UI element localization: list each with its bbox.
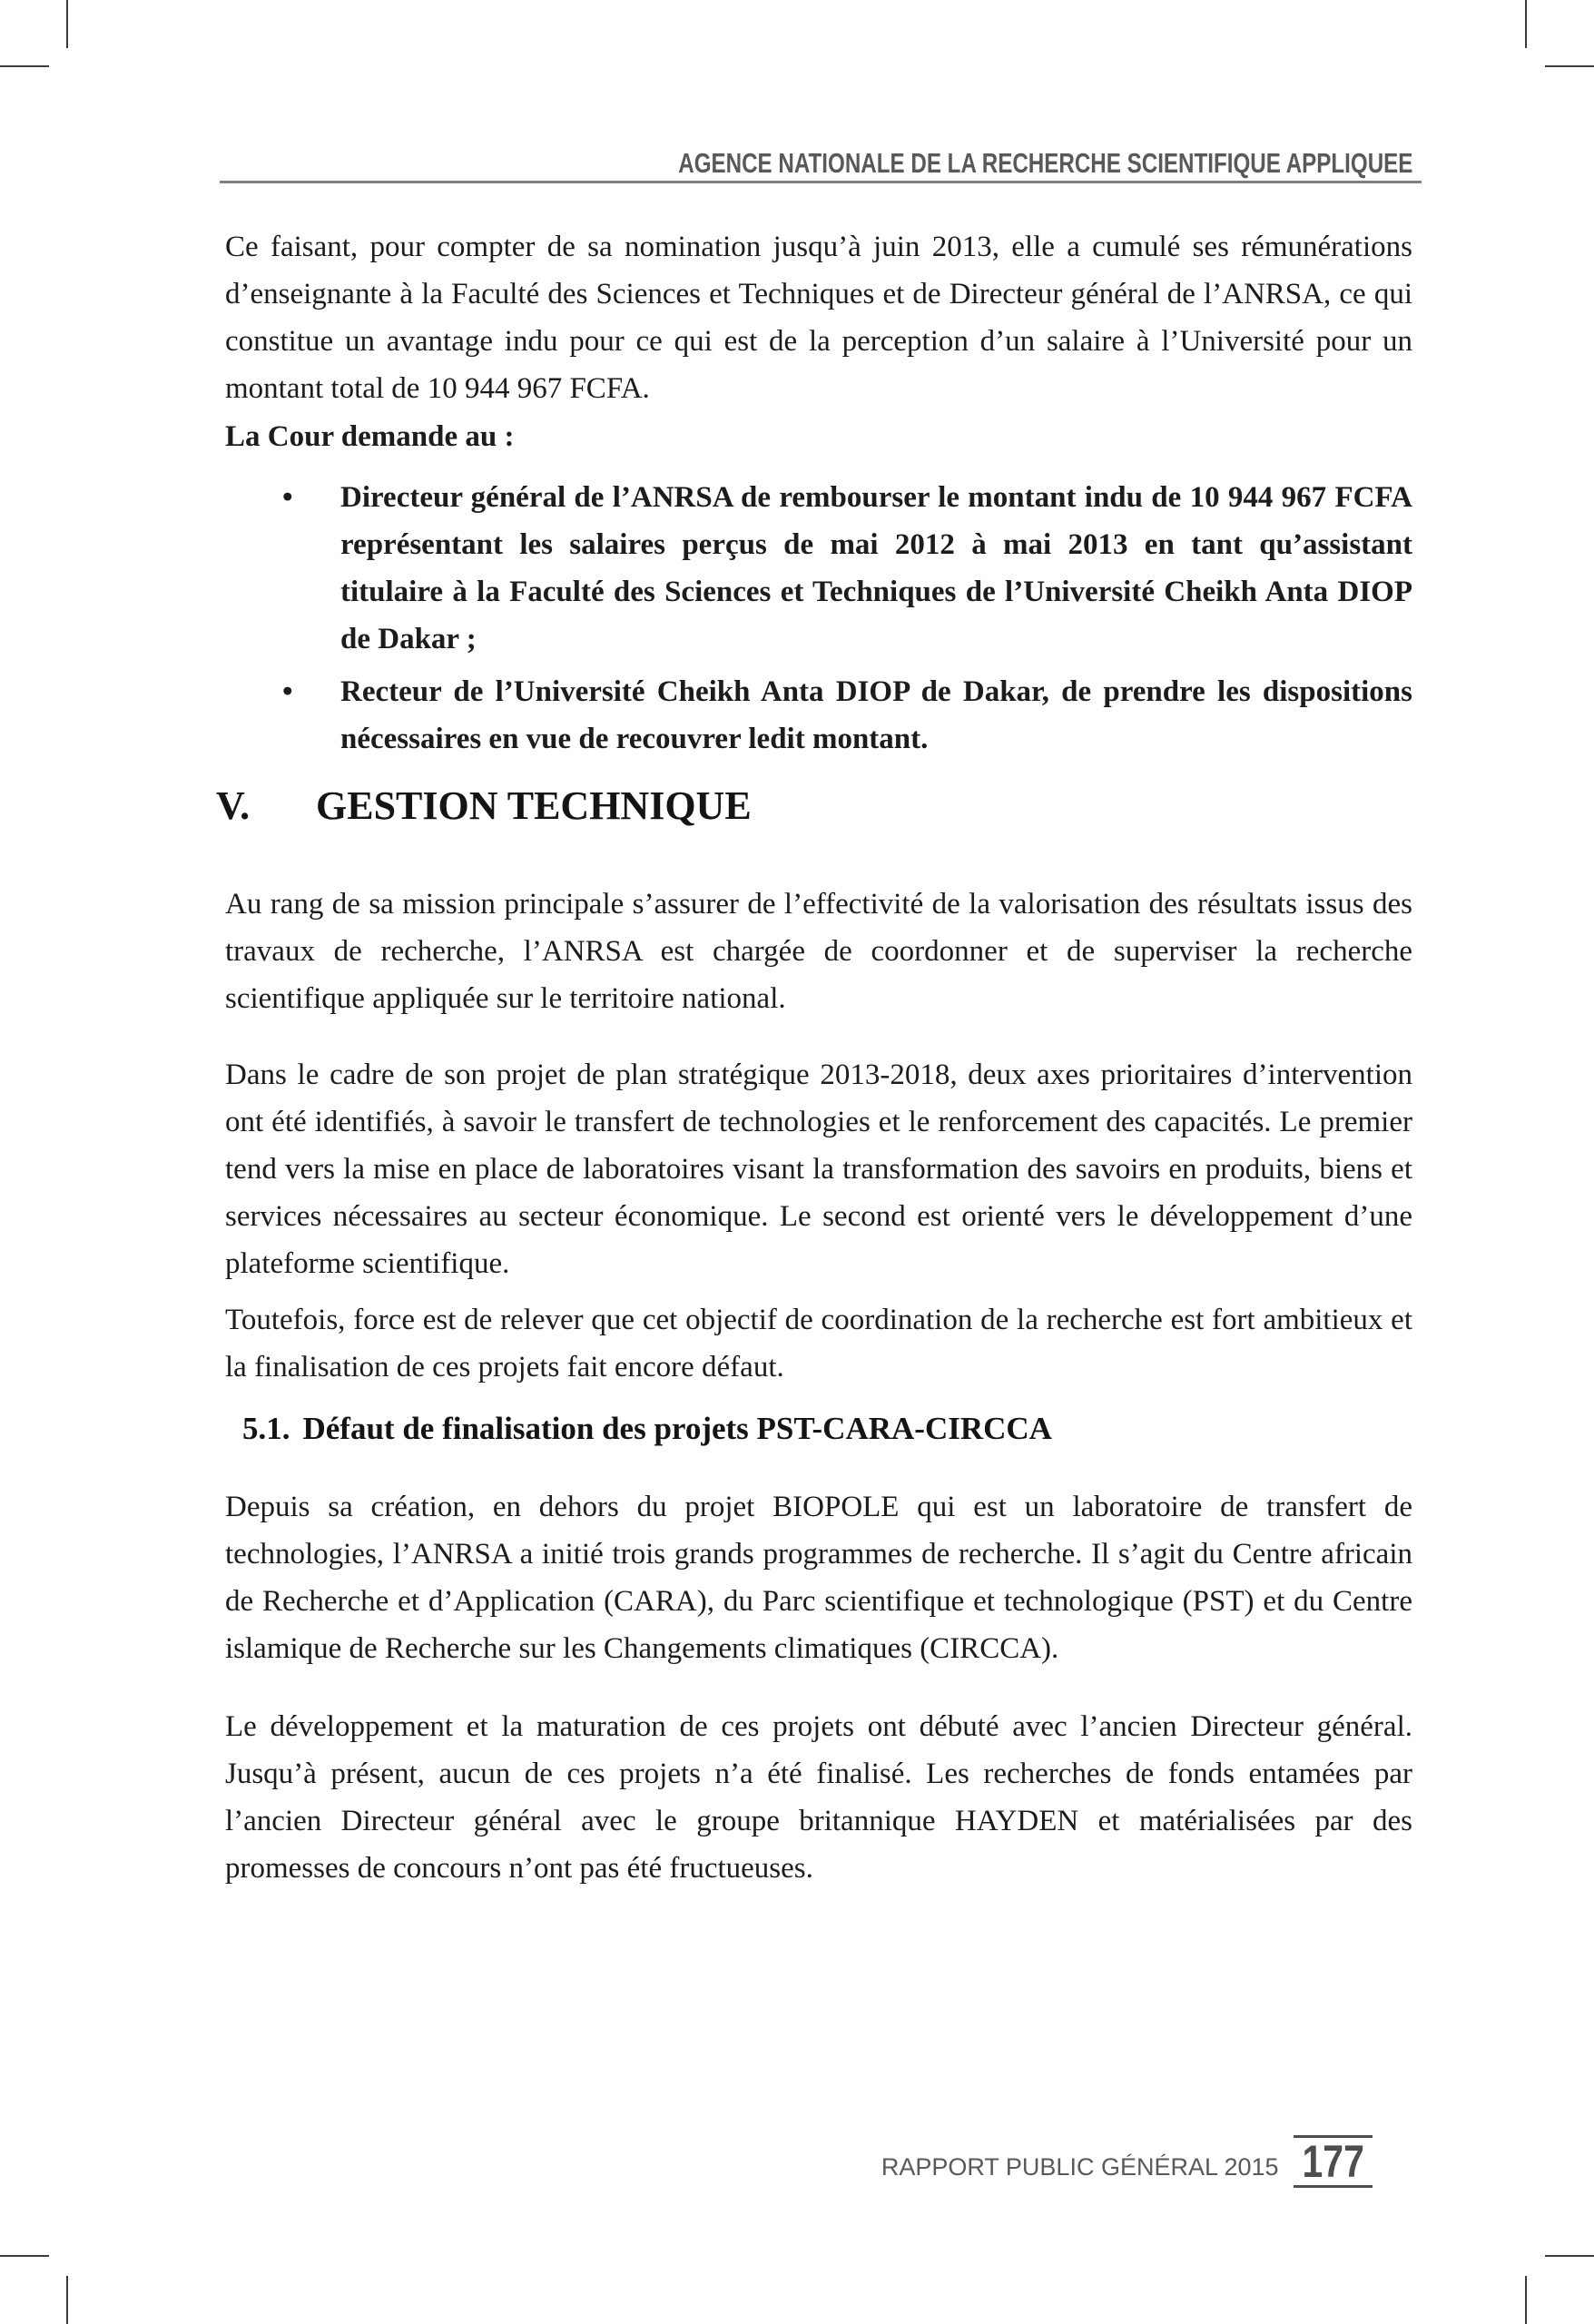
paragraph-toutefois: Toutefois, force est de relever que cet objectif de coordination de la recherche est fort ambitieux et la finalisation de ces projets fait encore défaut.	[225, 1304, 1412, 1384]
list-item	[282, 474, 1412, 663]
court-demand-lead: La Cour demande au :	[225, 420, 515, 453]
page-footer	[881, 2135, 1373, 2188]
paragraph-intro: Ce faisant, pour compter de sa nomination jusqu’à juin 2013, elle a cumulé ses rémunérations d’enseignante à la Faculté des Sciences et Techniques et de Directeur général de l’ANRSA, ce qui constitue un avantage indu pour ce qui est de la perception d’un salaire à l’Université pour un montant total de 10 944 967 FCFA.	[225, 231, 1412, 405]
crop-mark-bottom-right-vertical	[1525, 2276, 1527, 2324]
bullet-icon: •	[282, 675, 293, 708]
paragraph-depuis-creation: Depuis sa création, en dehors du projet BIOPOLE qui est un laboratoire de transfert de technologies, l’ANRSA a initié trois grands programmes de recherche. Il s’agit du Centre africain de Recherche et d’Application (CARA), du Parc scientifique et technologique (PST) et du Centre islamique de Recherche sur les Changements climatiques (CIRCCA).	[225, 1491, 1412, 1665]
report-title-label: RAPPORT PUBLIC GÉNÉRAL 2015	[881, 2152, 1279, 2181]
subsection-heading-5-1	[225, 1405, 1412, 1452]
recommendation-text: Directeur général de l’ANRSA de rembourser le montant indu de 10 944 967 FCFA représentant les salaires perçus de mai 2012 à mai 2013 en tant qu’assistant titulaire à la Faculté des Sciences et Techniques de l’Université Cheikh Anta DIOP de Dakar ;	[340, 481, 1412, 655]
list-item	[282, 668, 1412, 763]
page-body	[216, 223, 1412, 1892]
recommendations-list	[225, 474, 1412, 763]
crop-mark-top-right-horizontal	[1545, 65, 1594, 67]
running-header-title: AGENCE NATIONALE DE LA RECHERCHE SCIENTIFIQUE APPLIQUEE	[677, 147, 1412, 179]
crop-mark-bottom-left-horizontal	[0, 2255, 49, 2257]
crop-mark-top-right-vertical	[1525, 0, 1527, 48]
page-number-box	[1294, 2135, 1373, 2188]
section-heading-gestion-technique	[216, 781, 1412, 832]
paragraph-developpement: Le développement et la maturation de ces projets ont débuté avec l’ancien Directeur général. Jusqu’à présent, aucun de ces projets n’a été finalisé. Les recherches de fonds entamées par l’ancien Directeur général avec le groupe britannique HAYDEN et matérialisées par des promesses de concours n’ont pas été fructueuses.	[225, 1710, 1412, 1885]
bullet-icon: •	[282, 481, 293, 514]
section-title: GESTION TECHNIQUE	[316, 783, 752, 828]
subsection-title: Défaut de finalisation des projets PST-CARA-CIRCCA	[302, 1411, 1052, 1446]
header-rule	[220, 181, 1422, 183]
recommendation-text: Recteur de l’Université Cheikh Anta DIOP de Dakar, de prendre les dispositions nécessaires en vue de recouvrer ledit montant.	[340, 675, 1412, 755]
crop-mark-top-left-horizontal	[0, 65, 49, 67]
paragraph-mission: Au rang de sa mission principale s’assurer de l’effectivité de la valorisation des résultats issus des travaux de recherche, l’ANRSA est chargée de coordonner et de superviser la recherche scientifique appliquée sur le territoire national.	[225, 888, 1412, 1015]
crop-mark-bottom-left-vertical	[66, 2276, 68, 2324]
crop-mark-top-left-vertical	[66, 0, 68, 48]
subsection-number: 5.1.	[242, 1411, 290, 1446]
crop-mark-bottom-right-horizontal	[1545, 2255, 1594, 2257]
paragraph-plan-strategique: Dans le cadre de son projet de plan stratégique 2013-2018, deux axes prioritaires d’intervention ont été identifiés, à savoir le transfert de technologies et le renforcement des capacités. Le premier tend vers la mise en place de laboratoires visant la transformation des savoirs en produits, biens et services nécessaires au secteur économique. Le second est orienté vers le développement d’une plateforme scientifique.	[225, 1059, 1412, 1280]
page-number: 177	[1302, 2136, 1364, 2187]
section-number: V.	[216, 783, 251, 828]
